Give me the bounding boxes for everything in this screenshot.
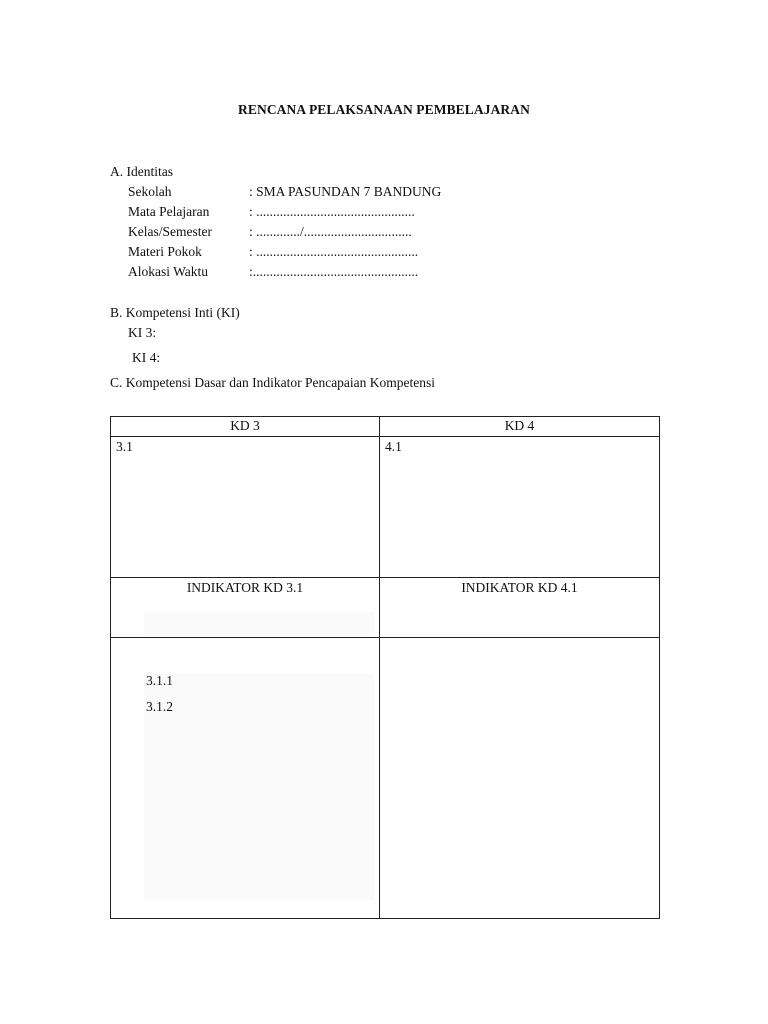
field-label-mata-pelajaran: Mata Pelajaran [128,204,210,219]
kd-table [110,416,660,919]
section-b-heading: B. Kompetensi Inti (KI) [110,305,240,320]
field-value-materi-pokok: : ................................................ [249,244,419,259]
kd-row [111,437,660,578]
kd4-cell [380,437,660,578]
indicator-kd3-label: INDIKATOR KD 3.1 [186,580,304,596]
kd3-cell [111,437,380,578]
field-label-kelas-semester: Kelas/Semester [128,224,212,239]
section-c-heading: C. Kompetensi Dasar dan Indikator Pencapaian Kompetensi [110,375,436,390]
table-header-row [111,417,660,437]
header-kd4: KD 4 [380,417,660,437]
ki3-label: KI 3: [128,325,157,340]
shaded-area [144,612,374,636]
field-label-sekolah: Sekolah [128,184,172,199]
indicator-body-row [111,638,660,919]
indicator-kd3-cell [111,578,380,638]
kd3-number: 3.1 [116,439,133,455]
indicator-item: 3.1.2 [146,699,173,715]
field-label-materi-pokok: Materi Pokok [128,244,202,259]
indicator-header-row [111,578,660,638]
header-kd3: KD 3 [111,417,380,437]
field-value-sekolah: : SMA PASUNDAN 7 BANDUNG [249,184,442,199]
field-label-alokasi-waktu: Alokasi Waktu [128,264,209,279]
indicator-kd4-cell [380,578,660,638]
indicator-kd3-body [111,638,380,919]
kd4-number: 4.1 [385,439,402,455]
field-value-alokasi-waktu: :................................................. [249,264,419,279]
ki4-label: KI 4: [132,350,161,365]
indicator-item: 3.1.1 [146,673,173,689]
field-value-mata-pelajaran: : ............................................... [249,204,415,219]
indicator-kd4-label: INDIKATOR KD 4.1 [461,580,578,596]
field-value-kelas-semester: : ............./................................ [249,224,412,239]
document-title: RENCANA PELAKSANAAN PEMBELAJARAN [238,102,530,117]
shaded-area [144,674,374,900]
section-a-heading: A. Identitas [110,164,173,179]
indicator-kd4-body [380,638,660,919]
